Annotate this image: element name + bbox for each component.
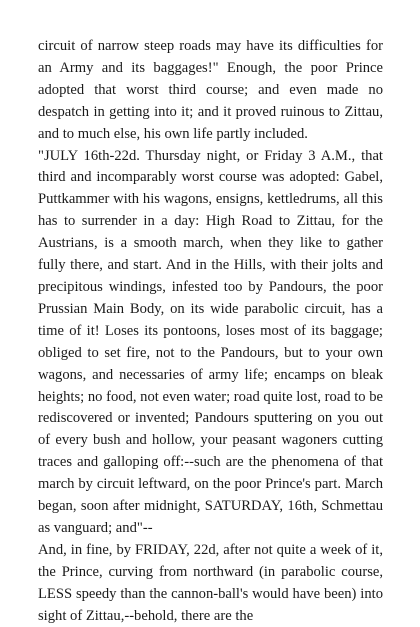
paragraph-3: And, in fine, by FRIDAY, 22d, after not quite a week of it, the Prince, curving from northward (in parabolic course, LESS speedy than the cannon-ball's would have been) into sight of Zittau,--behold, there are the <box>38 541 383 624</box>
document-page <box>38 36 383 627</box>
paragraph-2: "JULY 16th-22d. Thursday night, or Friday 3 A.M., that third and incomparably worst course was adopted: Gabel, Puttkammer with his wagons, ensigns, kettledrums, all this has to surrender in a day: High Road to Zittau, for the Austrians, is a smooth march, when they like to gather fully there, and start. And in the Hills, with their jolts and precipitous windings, infested too by Pandours, the poor Prussian Main Body, on its wide parabolic circuit, has a time of it! Loses its pontoons, loses most of its baggage; obliged to set fire, not to the Pandours, but to your own wagons, and necessaries of army life; encamps on bleak heights; no food, not even water; road quite lost, road to be rediscovered or invented; Pandours sputtering on you out of every bush and hollow, your peasant wagoners cutting traces and galloping off:--such are the phenomena of that march by circuit leftward, on the poor Prince's part. March began, soon after midnight, SATURDAY, 16th, Schmettau as vanguard; and"-- <box>38 147 383 536</box>
paragraph-1: circuit of narrow steep roads may have its difficulties for an Army and its baggages!" Enough, the poor Prince adopted that worst third course; and even made no despatch in getting into it; and it proved ruinous to Zittau, and to much else, his own life partly included. <box>38 38 383 142</box>
